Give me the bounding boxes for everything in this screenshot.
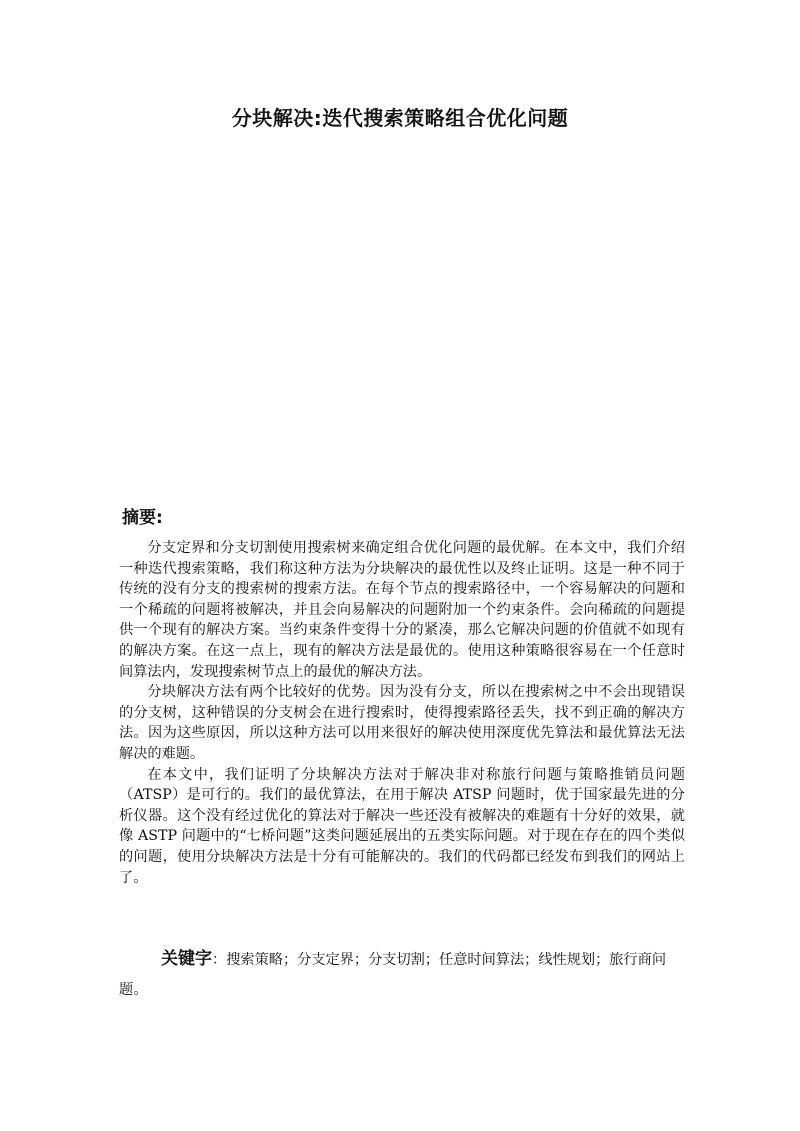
abstract-paragraph: 分支定界和分支切割使用搜索树来确定组合优化问题的最优解。在本文中，我们介绍一种迭代搜索策略，我们称这种方法为分块解决的最优性以及终止证明。这是一种不同于传统的没有分支的搜索树的搜索方法。在每个节点的搜索路径中，一个容易解决的问题和一个稀疏的问题将被解决，并且会向易解决的问题附加一个约束条件。会向稀疏的问题提供一个现有的解决方案。当约束条件变得十分的紧凑，那么它解决问题的价值就不如现有的解决方案。在这一点上，现有的解决方法是最优的。使用这种策略很容易在一个任意时间算法内，发现搜索树节点上的最优的解决方法。 [119,540,685,680]
abstract-body [119,538,685,888]
keywords-text: ：搜索策略；分支定界；分支切割；任意时间算法；线性规划；旅行商问题。 [119,952,667,998]
keywords-label: 关键字 [161,949,212,969]
keywords-section [119,944,685,1005]
abstract-paragraph: 分块解决方法有两个比较好的优势。因为没有分支，所以在搜索树之中不会出现错误的分支树，这种错误的分支树会在进行搜索时，使得搜索路径丢失，找不到正确的解决方法。因为这些原因，所以这种方法可以用来很好的解决使用深度优先算法和最优算法无法解决的难题。 [119,684,685,762]
abstract-paragraph: 在本文中，我们证明了分块解决方法对于解决非对称旅行问题与策略推销员问题（ATSP）是可行的。我们的最优算法，在用于解决 ATSP 问题时，优于国家最先进的分析仪器。这个没有经过优化的算法对于解决一些还没有被解决的难题有十分好的效果，就像 ASTP 问题中的“七桥问题”这类问题延展出的五类实际问题。对于现在存在的四个类似的问题，使用分块解决方法是十分有可能解决的。我们的代码都已经发布到我们的网站上了。 [119,766,685,886]
document-title: 分块解决:迭代搜索策略组合优化问题 [231,106,569,130]
abstract-heading: 摘要: [122,508,163,528]
